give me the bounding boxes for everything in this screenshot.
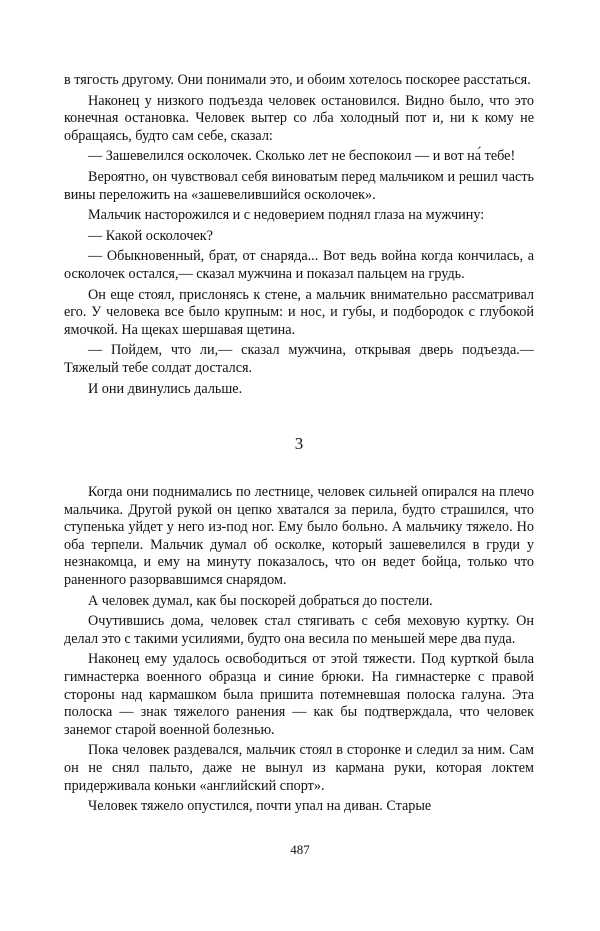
dialogue-line: — Зашевелился осколочек. Сколько лет не беспокоил — и вот на́ тебе! bbox=[88, 148, 516, 165]
paragraph: Человек тяжело опустился, почти упал на диван. Старые bbox=[88, 798, 432, 815]
paragraph: Пока человек раздевался, мальчик стоял в сторонке и следил за ним. Сам он не снял пальто, даже не вынул из кармана руки, которая локтем придерживала коньки «английский спорт». bbox=[64, 742, 534, 794]
paragraph: Мальчик насторожился и с недоверием поднял глаза на мужчину: bbox=[88, 207, 485, 224]
paragraph: Наконец ему удалось освободиться от этой тяжести. Под курткой была гимнастерка военного образца и синие брюки. На гимнастерке с правой стороны над кармашком была пришита потемневшая полоска галуна. Эта полоска — знак тяжелого ранения — как бы подтверждала, что человек занемог старой военной болезнью. bbox=[64, 651, 534, 738]
paragraph: Вероятно, он чувствовал себя виноватым перед мальчиком и решил часть вины переложить на «зашевелившийся осколочек». bbox=[64, 168, 534, 203]
paragraph: И они двинулись дальше. bbox=[88, 380, 243, 397]
page-body bbox=[64, 72, 534, 819]
dialogue-line: — Пойдем, что ли,— сказал мужчина, открывая дверь подъезда.— Тяжелый тебе солдат достался. bbox=[64, 342, 534, 376]
dialogue-line: — Какой осколочек? bbox=[88, 227, 213, 244]
paragraph: Наконец у низкого подъезда человек остановился. Видно было, что это конечная остановка. Человек вытер со лба холодный пот и, ни к кому не обращаясь, будто сам себе, сказал: bbox=[64, 92, 534, 144]
page-number: 487 bbox=[290, 842, 310, 857]
paragraph: Он еще стоял, прислонясь к стене, а мальчик внимательно рассматривал его. У человека все было крупным: и нос, и губы, и подбородок с глубокой ямочкой. На щеках шершавая щетина. bbox=[64, 286, 534, 338]
paragraph: А человек думал, как бы поскорей добраться до постели. bbox=[88, 592, 433, 609]
chapter-number: 3 bbox=[294, 434, 304, 454]
paragraph: Когда они поднимались по лестнице, человек сильней опирался на плечо мальчика. Другой рукой он цепко хватался за перила, будто страшился, что ступенька уйдет у него из-под ног. Ему было больно. А мальчику тяжело. Но оба терпели. Мальчик думал об осколке, который зашевелился в груди у незнакомца, и ему на минуту показалось, что он ведет бойца, только что раненного разорвавшимся снарядом. bbox=[64, 484, 534, 589]
dialogue-line: — Обыкновенный, брат, от снаряда... Вот ведь война когда кончилась, а осколочек остался,— сказал мужчина и показал пальцем на грудь. bbox=[64, 248, 534, 282]
paragraph: Очутившись дома, человек стал стягивать с себя меховую куртку. Он делал это с такими усилиями, будто она весила по меньшей мере два пуда. bbox=[64, 613, 534, 647]
paragraph: в тягость другому. Они понимали это, и обоим хотелось поскорее расстаться. bbox=[64, 72, 531, 88]
